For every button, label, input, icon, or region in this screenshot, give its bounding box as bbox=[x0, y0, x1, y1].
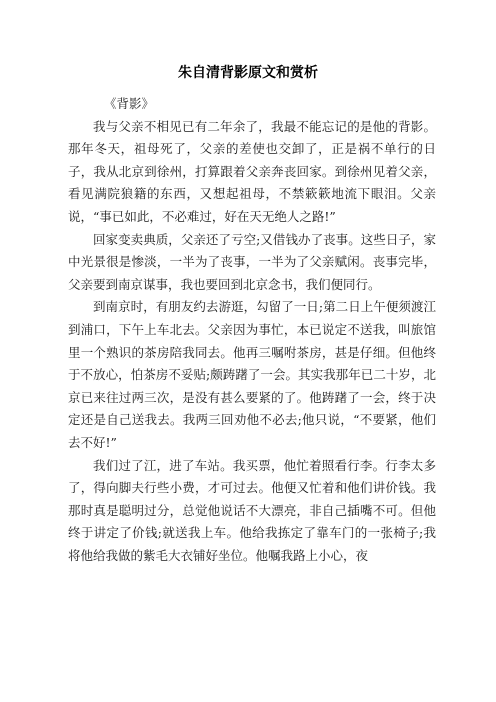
paragraph: 我与父亲不相见已有二年余了，我最不能忘记的是他的背影。那年冬天，祖母死了，父亲的差使也交卸了，正是祸不单行的日子，我从北京到徐州，打算跟着父亲奔丧回家。到徐州见着父亲，看见满院狼籍的东西，又想起祖母，不禁簌簌地流下眼泪。父亲说，“事已如此，不必难过，好在天无绝人之路!” bbox=[68, 118, 436, 224]
paragraph: 到南京时，有朋友约去游逛，勾留了一日;第二日上午便须渡江到浦口，下午上车北去。父亲因为事忙，本已说定不送我，叫旅馆里一个熟识的茶房陪我同去。他再三嘱咐茶房，甚是仔细。但他终于不放心，怕茶房不妥贴;颇踌躇了一会。其实我那年已二十岁，北京已来往过两三次，是没有甚么要紧的了。他踌躇了一会，终于决定还是自己送我去。我两三回劝他不必去;他只说，“不要紧，他们去不好!” bbox=[68, 299, 436, 450]
document-body bbox=[68, 93, 436, 567]
paragraph: 我们过了江，进了车站。我买票，他忙着照看行李。行李太多了，得向脚夫行些小费，才可过去。他便又忙着和他们讲价钱。我那时真是聪明过分，总觉他说话不大漂亮，非自己插嘴不可。但他终于讲定了价钱;就送我上车。他给我拣定了靠车门的一张椅子;我将他给我做的紫毛大衣铺好坐位。他嘱我路上小心，夜 bbox=[68, 457, 436, 563]
document-title: 朱自清背影原文和赏析 bbox=[178, 65, 318, 81]
paragraph: 回家变卖典质，父亲还了亏空;又借钱办了丧事。这些日子，家中光景很是惨淡，一半为了丧事，一半为了父亲赋闲。丧事完毕，父亲要到南京谋事，我也要回到北京念书，我们便同行。 bbox=[68, 231, 436, 292]
document-subtitle: 《背影》 bbox=[104, 96, 155, 111]
